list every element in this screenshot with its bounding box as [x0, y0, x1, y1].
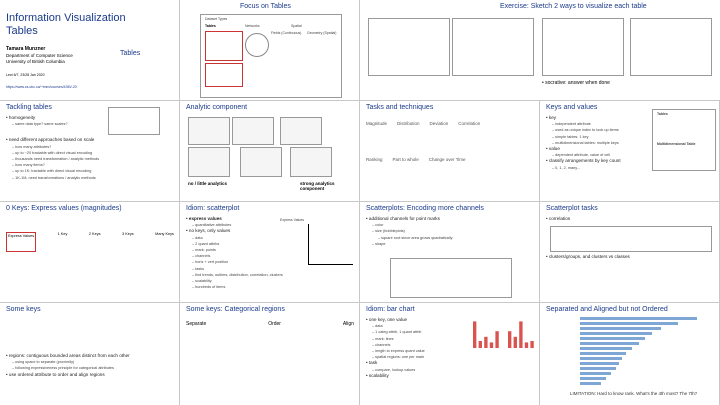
hbar	[580, 327, 661, 330]
slide-title: Idiom: bar chart	[366, 306, 415, 313]
hbar	[580, 352, 626, 355]
express-legend: Express Values	[280, 218, 305, 222]
slide-bullets: • regions: contiguous bounded areas distinct from each other – using space to separate (proximity) – following expressiveness principle for categorical attributes • use ordered attribute to order and align regions	[6, 353, 176, 378]
sample-table-3	[542, 18, 624, 76]
slide-title: Keys and values	[546, 104, 598, 111]
slide-title: Scatterplots: Encoding more channels	[366, 205, 484, 212]
slide-bullets: • correlation	[546, 216, 716, 222]
bar	[490, 342, 493, 348]
task-row-2: Ranking Part to whole Change over Time	[366, 157, 466, 162]
hbar	[580, 322, 678, 325]
slide-4[interactable]	[0, 101, 179, 201]
bar	[530, 341, 533, 348]
network-sketch	[245, 33, 269, 57]
bar	[484, 337, 487, 348]
bar	[473, 321, 476, 348]
slide-8[interactable]	[0, 202, 179, 302]
key-tags: Express Values 1 Key 2 Keys 3 Keys Many Keys	[6, 232, 174, 252]
bar	[519, 321, 522, 348]
left-label: no / little analytics	[188, 181, 228, 186]
bar	[525, 342, 528, 348]
sample-table-2	[452, 18, 534, 76]
slide-title: Scatterplot tasks	[546, 205, 598, 212]
slide-14[interactable]	[360, 303, 539, 405]
slide-title: Idiom: scatterplot	[186, 205, 240, 212]
key-diagram: Tables Multidimensional Table	[652, 109, 716, 171]
slide-11[interactable]	[540, 202, 719, 302]
slide-bullets-2: • clusters/groups, and clusters vs classes	[546, 254, 716, 260]
course-url[interactable]: https://www.cs.ubc.ca/~tmm/courses/436V-20	[6, 85, 77, 89]
hbar	[580, 347, 632, 350]
socrative-note: • socrative: answer when done	[542, 80, 610, 86]
hbar	[580, 367, 616, 370]
slide-title: Information Visualization Tables	[6, 12, 126, 37]
slide-bullets: • express values – quantitative attributes • no keys, only values – data – 2 quant attribs – mark: points – channels – horiz + vert position – tasks – find trends, outliers, distribution, correlation, clusters – scalability – hundreds of items	[186, 216, 286, 290]
slide-12[interactable]	[0, 303, 179, 405]
hbar	[580, 342, 639, 345]
sample-table-4	[630, 18, 712, 76]
slide-1[interactable]	[0, 0, 179, 100]
hbar-chart	[580, 317, 710, 387]
slide-title: Exercise: Sketch 2 ways to visualize each table	[500, 3, 647, 10]
slide-title: Some keys	[6, 306, 41, 313]
thumb-4	[188, 147, 230, 177]
sample-table-1	[368, 18, 450, 76]
slide-10[interactable]	[360, 202, 539, 302]
author: Tamara Munzner	[6, 46, 46, 52]
slide-bullets: • key – independent attribute – used as unique index to look up items – simple tables: 1 key – multidimensional tables: multiple keys • value – dependent attribute, value of cell • classify arrangements by key count – 0, 1, 2, many...	[546, 115, 646, 171]
slide-title: Tasks and techniques	[366, 104, 434, 111]
slide-9[interactable]	[180, 202, 359, 302]
slide-15[interactable]	[540, 303, 719, 405]
slide-13[interactable]	[180, 303, 359, 405]
hbar	[580, 372, 611, 375]
bar-chart-b	[505, 317, 539, 351]
hbar	[580, 362, 619, 365]
thumb-3	[280, 117, 322, 145]
bar	[508, 331, 511, 348]
region-tags: Separate Order Align	[186, 321, 354, 327]
slide-bullets: • one key, one value – data – 1 categ attrib, 1 quant attrib – mark: lines – channels – length to express quant value – spatial regions: one per mark • task – compare, lookup values • scalability	[366, 317, 466, 379]
bar-chart-a	[470, 317, 504, 351]
thumb-5	[240, 147, 282, 177]
slide-5[interactable]	[180, 101, 359, 201]
slide-3[interactable]	[360, 0, 720, 100]
limitation-caption: LIMITATION: Hard to know rank. What's the 4th most? The 7th?	[570, 391, 698, 396]
slide-6[interactable]	[360, 101, 539, 201]
hbar	[580, 332, 652, 335]
slide-7[interactable]	[540, 101, 719, 201]
scatter-thumb	[308, 224, 353, 265]
hbar	[580, 382, 601, 385]
multidim-box	[205, 63, 243, 87]
slide-title: Analytic component	[186, 104, 248, 111]
example-table	[108, 107, 160, 135]
dept: Department of Computer Science	[6, 53, 73, 58]
slide-bullets: • homogeneity – same data type? same scales? • need different approaches based on scale – how many attributes? – up to ~20 tractable with direct visual encoding – thousands need transformation / analytic methods – how many items? – up to 1K: tractable with direct visual encoding – 1K-1M, need transformations / analytic methods	[6, 115, 176, 181]
tables-box	[205, 31, 243, 61]
slide-2[interactable]	[180, 0, 359, 100]
hbar	[580, 377, 606, 380]
task-row-1: Magnitude Distribution Deviation Correlation	[366, 121, 481, 126]
right-label: strong analytics component	[300, 181, 335, 191]
slide-bullets: • additional channels for point marks – color – size (bubbleplots) – square root since area grows quadratically – shape	[366, 216, 536, 247]
thumb-1	[188, 117, 230, 145]
univ: University of British Columbia	[6, 59, 65, 64]
thumb-2	[232, 117, 274, 145]
slide-title: 0 Keys: Express values (magnitudes)	[6, 205, 122, 212]
dataset-types-diagram: Dataset Types Tables Networks Spatial Fields (Continuous) Geometry (Spatial)	[200, 14, 342, 98]
hbar	[580, 317, 697, 320]
slide-title: Tackling tables	[6, 104, 52, 111]
slide-title: Some keys: Categorical regions	[186, 306, 285, 313]
bar	[495, 331, 498, 348]
hbar	[580, 357, 622, 360]
bar	[479, 341, 482, 348]
lecture-date: Lect 6/7, 23/28 Jan 2020	[6, 73, 45, 77]
slide-title: Separated and Aligned but not Ordered	[546, 306, 668, 313]
center-title: Tables	[120, 50, 141, 57]
bubble-plot-thumb	[390, 258, 512, 298]
correlation-thumbs	[550, 226, 712, 252]
bar	[514, 337, 517, 348]
hbar	[580, 337, 645, 340]
slide-title: Focus on Tables	[240, 3, 291, 10]
thumb-6	[290, 147, 332, 177]
